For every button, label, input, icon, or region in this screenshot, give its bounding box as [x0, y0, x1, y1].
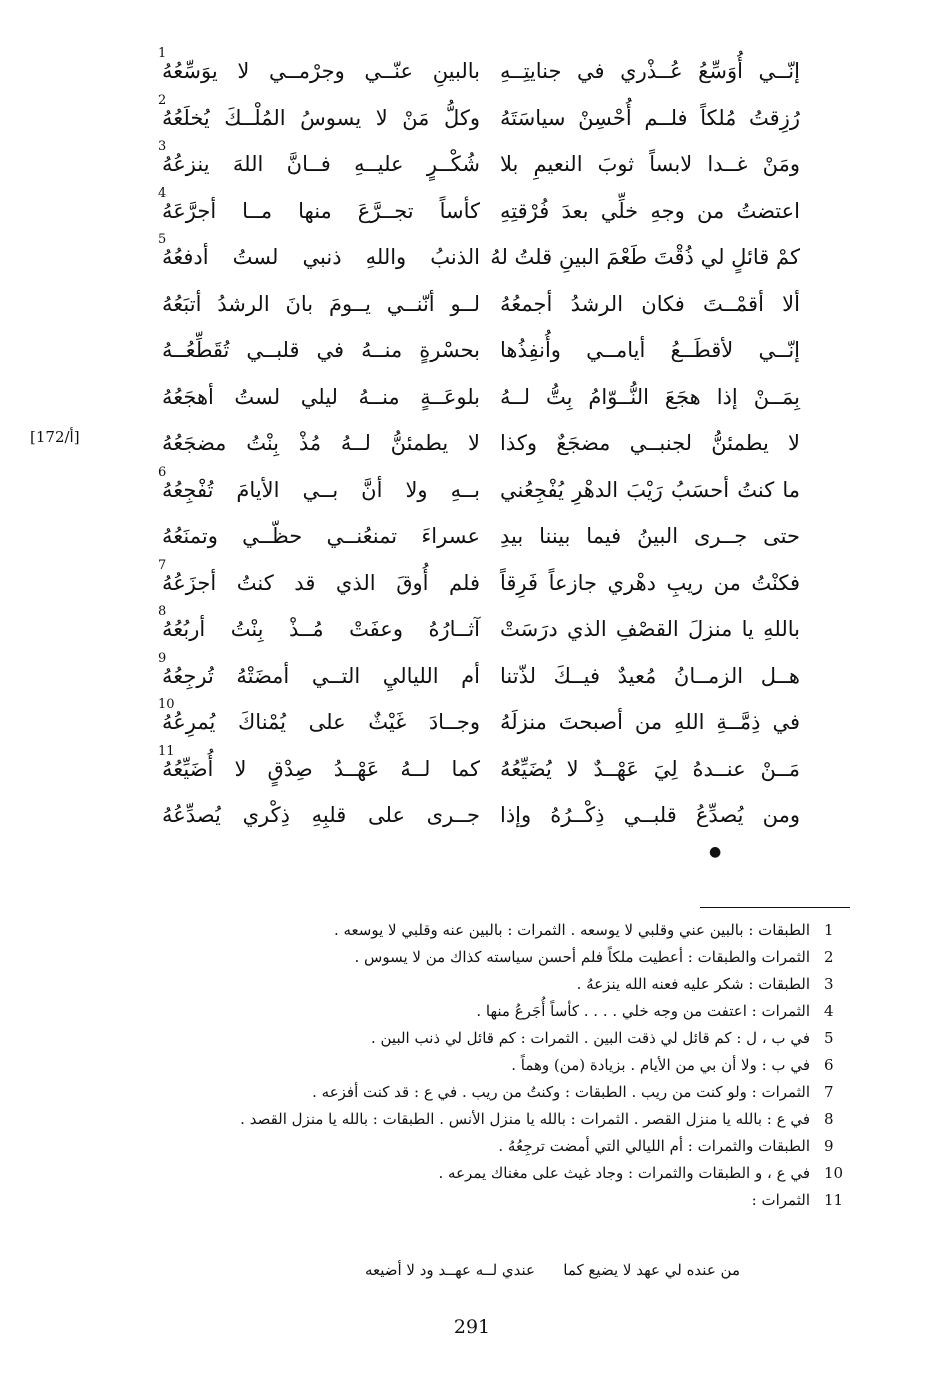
footnote-number: 6	[824, 1056, 834, 1074]
footnote-marker: 6	[158, 464, 167, 480]
footnote-text: في ب ، ل : كم قائل لي ذقت البين . الثمرات : كم قائل لي ذنب البين .	[370, 1029, 810, 1047]
verse-row	[158, 557, 800, 607]
footnote-text: في ع ، و الطبقات والثمرات : وجاد غيث على مغناك يمرعه .	[438, 1164, 810, 1182]
verse-row	[160, 699, 800, 746]
verse-second-hemistich: كأساً تجــرَّعَ منها مــا أجرَّعَهُ	[162, 198, 480, 223]
verse-second-hemistich: لا يطمئنُّ لــهُ مُذْ بِنْتُ مضجَعُهُ	[162, 431, 480, 455]
verse-second-hemistich: بلوعَــةٍ منــهُ ليلي لستُ أهجَعُهُ	[162, 384, 480, 409]
verse-first-hemistich: ألا أقمْــتَ فكان الرشدُ أجمعُهُ	[500, 291, 800, 316]
verse-row	[160, 792, 800, 839]
verse-first-hemistich: هــل الزمــانُ مُعيدٌ فيــكَ لذّتنا	[500, 663, 800, 688]
poem-verses	[160, 48, 800, 839]
verse-first-hemistich: إنّــي أُوَسِّعُ عُــذْري في جنايتِــهِ	[500, 59, 800, 83]
footnote-number: 8	[824, 1110, 834, 1128]
page-number: 291	[453, 1316, 491, 1338]
verse-first-hemistich: لا يطمئنُّ لجنبــي مضجَعٌ وكذا	[500, 431, 800, 455]
verse-first-hemistich: في ذِمَّــةِ اللهِ من أصبحتَ منزلَهُ	[500, 710, 800, 734]
verse-second-hemistich: شُكْــرٍ عليــهِ فــانَّ اللهَ ينزعُهُ	[162, 152, 480, 176]
verse-row	[160, 420, 800, 467]
verse-row	[160, 513, 800, 560]
verse-first-hemistich: كمْ قائلٍ لي ذُقْتَ طَعْمَ البينِ قلتُ لهُ	[490, 245, 800, 269]
footnote-item	[210, 1187, 850, 1214]
footnote-item	[210, 1025, 850, 1052]
verse-second-hemistich: بــهِ ولا أنَّ بــي الأيامَ تُفْجِعُهُ	[162, 477, 480, 502]
verse-first-hemistich: بِمَــنْ إذا هجَعَ النُّــوّامُ بِتُّ لــهُ	[500, 384, 800, 409]
verse-first-hemistich: باللهِ يا منزلَ القصْفِ الذي درَسَتْ	[500, 617, 800, 641]
footnote-item	[210, 917, 850, 944]
footnote-item	[210, 1160, 850, 1187]
footnote-marker: 10	[158, 697, 175, 712]
verse-first-hemistich: فكنْتُ من ريبِ دهْري جازعاً فَرِقاً	[500, 570, 800, 595]
verse-first-hemistich: رُزِقتُ مُلكاً فلــم أُحْسِنْ سياسَتَهُ	[500, 105, 800, 130]
footnote-marker: 1	[158, 46, 167, 61]
footnote-item	[210, 998, 850, 1025]
verse-row	[160, 374, 800, 421]
footnote-number: 10	[824, 1164, 844, 1182]
footnote-marker: 4	[158, 185, 167, 201]
footnote-text: الثمرات : ولو كنت من ريب . الطبقات : وكنتُ من ريب . في ع : قد كنت أفزعه .	[312, 1083, 810, 1101]
verse-row	[158, 464, 800, 514]
verse-second-hemistich: فلم أُوقَ الذي قد كنتُ أجزَعُهُ	[162, 570, 480, 595]
footnote-separator-rule	[700, 907, 850, 908]
verse-row	[160, 48, 800, 95]
footnote-marker: 3	[158, 139, 167, 154]
verse-second-hemistich: كما لــهُ عَهْــدُ صِدْقٍ لا أُضَيِّعُهُ	[162, 756, 480, 781]
footnote-marker: 11	[158, 743, 175, 759]
footnote-text: الطبقات : بالبين عني وقلبي لا يوسعه . الثمرات : بالبين عنه وقلبي لا يوسعه .	[333, 921, 810, 939]
footnote-poem-first-hemistich: من عنده لي عهد لا يضيع كما	[563, 1261, 740, 1279]
footnote-marker: 2	[158, 92, 167, 108]
verse-second-hemistich: آثــارُهُ وعفَتْ مُــذْ بِنْتُ أربُعُهُ	[162, 617, 480, 641]
verse-row	[160, 281, 800, 328]
footnote-text: الطبقات والثمرات : أم الليالي التي أمضت ترجِعُهُ .	[498, 1137, 810, 1155]
manuscript-folio-reference: [172/أ]	[30, 428, 80, 446]
footnote-item	[210, 944, 850, 971]
verse-second-hemistich: أم اللياليِ التــي أمضَتْهُ تُرجِعُهُ	[162, 663, 480, 688]
footnote-number: 1	[824, 921, 834, 939]
verse-row	[158, 185, 800, 235]
verse-row	[160, 606, 800, 653]
footnotes-block	[210, 917, 850, 1214]
verse-first-hemistich: ومن يُصدِّعُ قلبــي ذِكْــرُهُ وإذا	[500, 803, 800, 827]
verse-row	[158, 743, 800, 793]
footnote-marker: 5	[158, 232, 167, 247]
footnote-number: 11	[824, 1191, 844, 1209]
verse-second-hemistich: عسراءَ تمنعُنــي حظّــي وتمنَعُهُ	[162, 524, 480, 548]
footnote-item	[210, 1133, 850, 1160]
footnote-number: 9	[824, 1137, 834, 1155]
verse-row	[160, 234, 800, 281]
footnote-text: الطبقات : شكر عليه فعنه الله ينزعهُ .	[576, 975, 810, 993]
footnote-poem-second-hemistich: عندي لــه عهــد ود لا أضيعه	[364, 1261, 535, 1279]
footnote-item	[210, 1052, 850, 1079]
footnote-number: 5	[824, 1029, 834, 1047]
footnote-number: 3	[824, 975, 834, 993]
footnote-text: الثمرات : اعتفت من وجه خلي . . . . كأساً أُجَرعُ منها .	[476, 1002, 810, 1020]
verse-second-hemistich: الذنبُ واللهِ ذنبي لستُ أدفعُهُ	[162, 245, 480, 269]
footnote-item	[210, 1079, 850, 1106]
footnote-text: الثمرات والطبقات : أعطيت ملكاً فلم أحسن سياسته كذاك من لا يسوس .	[354, 948, 810, 966]
verse-row	[158, 650, 800, 700]
footnote-number: 2	[824, 948, 834, 966]
verse-first-hemistich: مَــنْ عنــدهُ لِيَ عَهْــدٌ لا يُضَيِّعُهُ	[500, 756, 800, 781]
verse-second-hemistich: بالبينِ عنّــي وجرْمــي لا يوَسِّعُهُ	[162, 59, 480, 83]
verse-first-hemistich: ومَنْ غــدا لابساً ثوبَ النعيمِ بلا	[500, 152, 800, 176]
verse-second-hemistich: وكلُّ مَنْ لا يسوسُ المُلْــكَ يُخلَعُهُ	[162, 105, 480, 130]
verse-second-hemistich: وجــادَ غَيْثٌ على يُمْناكَ يُمرِعُهُ	[162, 710, 480, 734]
footnote-marker: 9	[158, 650, 167, 666]
verse-row	[160, 327, 800, 374]
verse-row	[158, 92, 800, 142]
verse-second-hemistich: جــرى على قلبِهِ ذِكْري يُصدِّعُهُ	[162, 803, 480, 827]
verse-first-hemistich: حتى جــرى البينُ فيما بيننا بيدِ	[500, 524, 800, 548]
footnote-marker: 8	[158, 604, 167, 619]
footnote-poem-line	[320, 1261, 740, 1289]
footnote-text: في ب : ولا أن بي من الأيام . بزيادة (من) وهماً .	[511, 1056, 810, 1074]
footnote-marker: 7	[158, 557, 167, 573]
footnote-number: 4	[824, 1002, 834, 1020]
end-ornament-dot: ●	[709, 844, 722, 860]
footnote-text: الثمرات :	[751, 1191, 810, 1209]
footnote-item	[210, 971, 850, 998]
verse-row	[160, 141, 800, 188]
verse-first-hemistich: ما كنتُ أحسَبُ رَيْبَ الدهْرِ يُفْجِعُني	[500, 477, 800, 502]
verse-first-hemistich: إنّــي لأقطَــعُ أيامــي وأُنفِذُها	[500, 338, 800, 362]
verse-second-hemistich: بحسْرةٍ منــهُ في قلبــي تُقَطِّعُــهُ	[162, 338, 480, 362]
verse-second-hemistich: لــو أنّنــي يــومَ بانَ الرشدُ أتبَعُهُ	[162, 291, 480, 316]
footnote-text: في ع : بالله يا منزل القصر . الثمرات : بالله يا منزل الأنس . الطبقات : بالله يا منزل القصد .	[240, 1110, 810, 1128]
footnote-item	[210, 1106, 850, 1133]
verse-first-hemistich: اعتضتُ من وجهِ خلِّي بعدَ فُرْقتِهِ	[500, 198, 800, 223]
footnote-number: 7	[824, 1083, 834, 1101]
